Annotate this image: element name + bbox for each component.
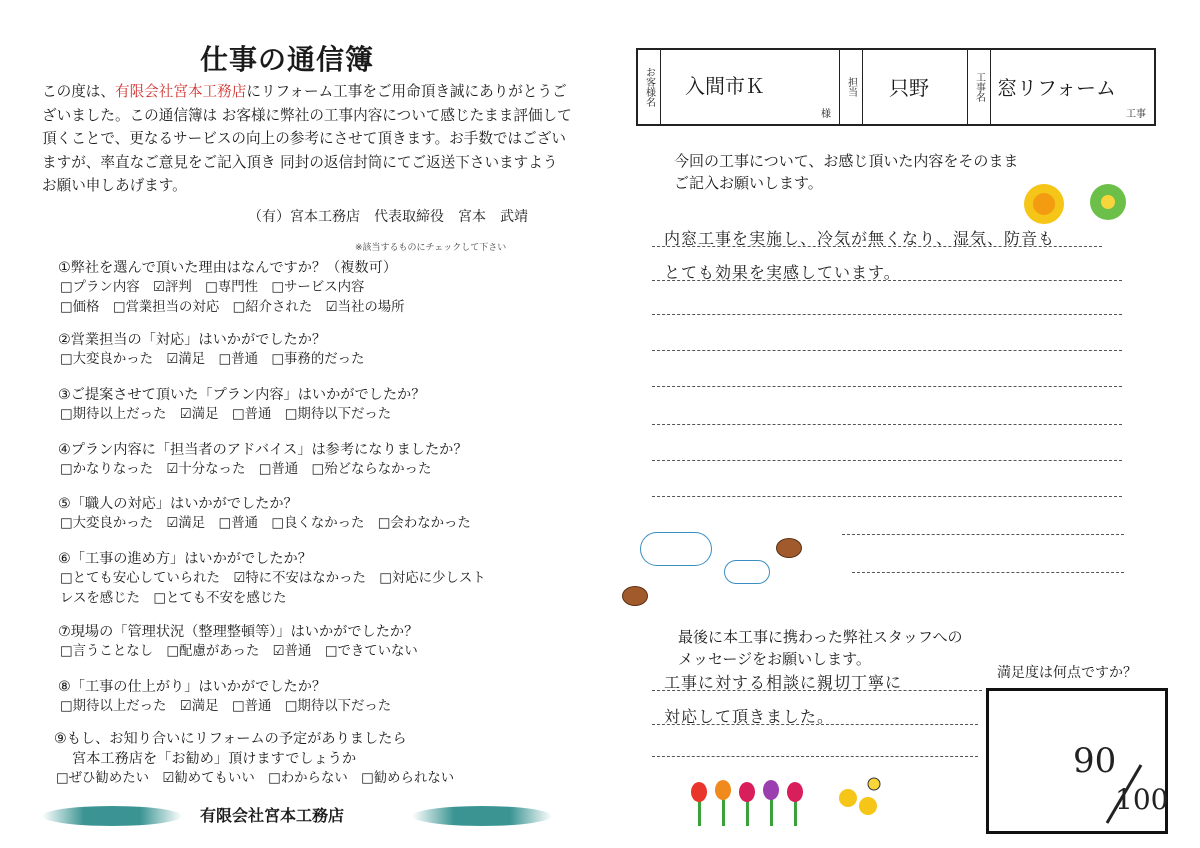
staff-cell: [863, 50, 968, 124]
question-options[interactable]: □かなりなった ☑十分なった □普通 □殆どならなかった: [60, 462, 432, 477]
company-footer: 有限会社宮本工務店: [200, 806, 345, 825]
customer-cell: [661, 50, 840, 124]
question-text: ①弊社を選んで頂いた理由はなんですか？（複数可）: [58, 260, 398, 276]
page-title: 仕事の通信簿: [200, 43, 375, 76]
question-5: [58, 494, 471, 534]
work-suffix: 工事: [1126, 109, 1146, 120]
question-text: ④プラン内容に「担当者のアドバイス」は参考になりましたか？: [58, 442, 468, 458]
customer-suffix: 様: [821, 109, 831, 120]
customer-name: 入間市Ｋ: [685, 74, 765, 98]
cloud-illustration: [640, 532, 712, 566]
comment-line: [852, 572, 1124, 573]
question-text: ⑧「工事の仕上がり」はいかがでしたか？: [58, 679, 327, 695]
question-text: ⑨もし、お知り合いにリフォームの予定がありましたら: [54, 731, 407, 747]
message-prompt-line: メッセージをお願いします。: [678, 650, 871, 668]
bird-illustration: [776, 538, 802, 558]
comment-prompt-line: ご記入お願いします。: [674, 174, 823, 192]
cloud-illustration: [724, 560, 770, 584]
work-cell: [991, 50, 1154, 124]
question-text: ⑦現場の「管理状況（整理整頓等）」はいかがでしたか？: [58, 624, 419, 640]
question-1: [58, 258, 405, 318]
question-options[interactable]: □プラン内容 ☑評判 □専門性 □サービス内容: [60, 280, 365, 295]
brush-stroke-left: [42, 806, 182, 826]
staff-name: 只野: [889, 76, 929, 100]
message-prompt: [678, 626, 963, 670]
work-name: 窓リフォーム: [997, 76, 1116, 100]
question-8: [58, 677, 391, 717]
question-9: [54, 729, 454, 789]
question-6: [58, 549, 486, 609]
comment-line: [652, 350, 1122, 351]
question-text: ②営業担当の「対応」はいかがでしたか？: [58, 332, 327, 348]
staff-label: 担当: [840, 50, 863, 124]
intro-text: [42, 80, 572, 198]
bird-illustration: [622, 586, 648, 606]
question-2: [58, 330, 364, 370]
question-options[interactable]: □大変良かった ☑満足 □普通 □良くなかった □会わなかった: [60, 516, 471, 531]
question-4: [58, 440, 468, 480]
question-options[interactable]: □期待以上だった ☑満足 □普通 □期待以下だった: [60, 407, 392, 422]
flower-decoration: [1016, 180, 1136, 230]
message-prompt-line: 最後に本工事に携わった弊社スタッフへの: [678, 628, 963, 646]
tulip-decoration: [688, 776, 898, 828]
comment-prompt-line: 今回の工事について、お感じ頂いた内容をそのまま: [674, 152, 1019, 170]
question-options[interactable]: レスを感じた □とても不安を感じた: [60, 591, 287, 606]
check-note: ※該当するものにチェックして下さい: [355, 243, 507, 253]
intro-company: 有限会社宮本工務店: [114, 83, 247, 100]
comment-line: [652, 424, 1122, 425]
comment-handwriting: とても効果を実感しています。: [664, 263, 901, 282]
question-options[interactable]: □ぜひ勧めたい ☑勧めてもいい □わからない □勧められない: [56, 771, 455, 786]
question-7: [58, 622, 418, 662]
question-options[interactable]: □言うことなし □配慮があった ☑普通 □できていない: [60, 644, 418, 659]
customer-label: お客様名: [638, 50, 661, 124]
score-value: 90: [1073, 741, 1117, 781]
score-box: [986, 688, 1168, 834]
message-handwriting: 工事に対する相談に親切丁寧に: [664, 673, 903, 692]
question-3: [58, 385, 425, 425]
question-text: ③ご提案させて頂いた「プラン内容」はいかがでしたか？: [58, 387, 426, 403]
question-text: ⑥「工事の進め方」はいかがでしたか？: [58, 551, 312, 567]
intro-post: にリフォーム工事をご用命頂き誠にありがとうございました。この通信簿は お客様に弊社の工事内容について感じたまま評価して頂くことで、更なるサービスの向上の参考にさせて頂きます。お手数ではございますが、率直なご意見をご記入頂き 同封の返信封筒にてご返送下さいますようお願い申しあげます。: [42, 83, 572, 194]
comment-handwriting: 内窓工事を実施し、冷気が無くなり、湿気、防音も: [664, 229, 1056, 248]
customer-header: [636, 48, 1156, 126]
intro-pre: この度は、: [42, 83, 115, 100]
comment-line: [652, 460, 1122, 461]
question-options[interactable]: □期待以上だった ☑満足 □普通 □期待以下だった: [60, 699, 392, 714]
brush-stroke-right: [412, 806, 552, 826]
question-text-2: 宮本工務店を「お勧め」頂けますでしょうか: [72, 751, 357, 767]
comment-prompt: [674, 150, 1018, 194]
question-options[interactable]: □価格 □営業担当の対応 □紹介された ☑当社の場所: [60, 300, 405, 315]
work-label: 工事名: [968, 50, 991, 124]
message-handwriting: 対応して頂きました。: [664, 707, 835, 726]
score-max: 100: [1115, 783, 1169, 816]
question-options[interactable]: □とても安心していられた ☑特に不安はなかった □対応に少しスト: [60, 571, 486, 586]
comment-line: [652, 496, 1122, 497]
signature: （有）宮本工務店 代表取締役 宮本 武靖: [248, 209, 528, 225]
comment-line: [652, 386, 1122, 387]
message-line: [652, 756, 978, 757]
question-text: ⑤「職人の対応」はいかがでしたか？: [58, 496, 298, 512]
question-options[interactable]: □大変良かった ☑満足 □普通 □事務的だった: [60, 352, 365, 367]
comment-line: [842, 534, 1124, 535]
comment-line: [652, 314, 1122, 315]
satisfaction-label: 満足度は何点ですか？: [997, 665, 1137, 681]
